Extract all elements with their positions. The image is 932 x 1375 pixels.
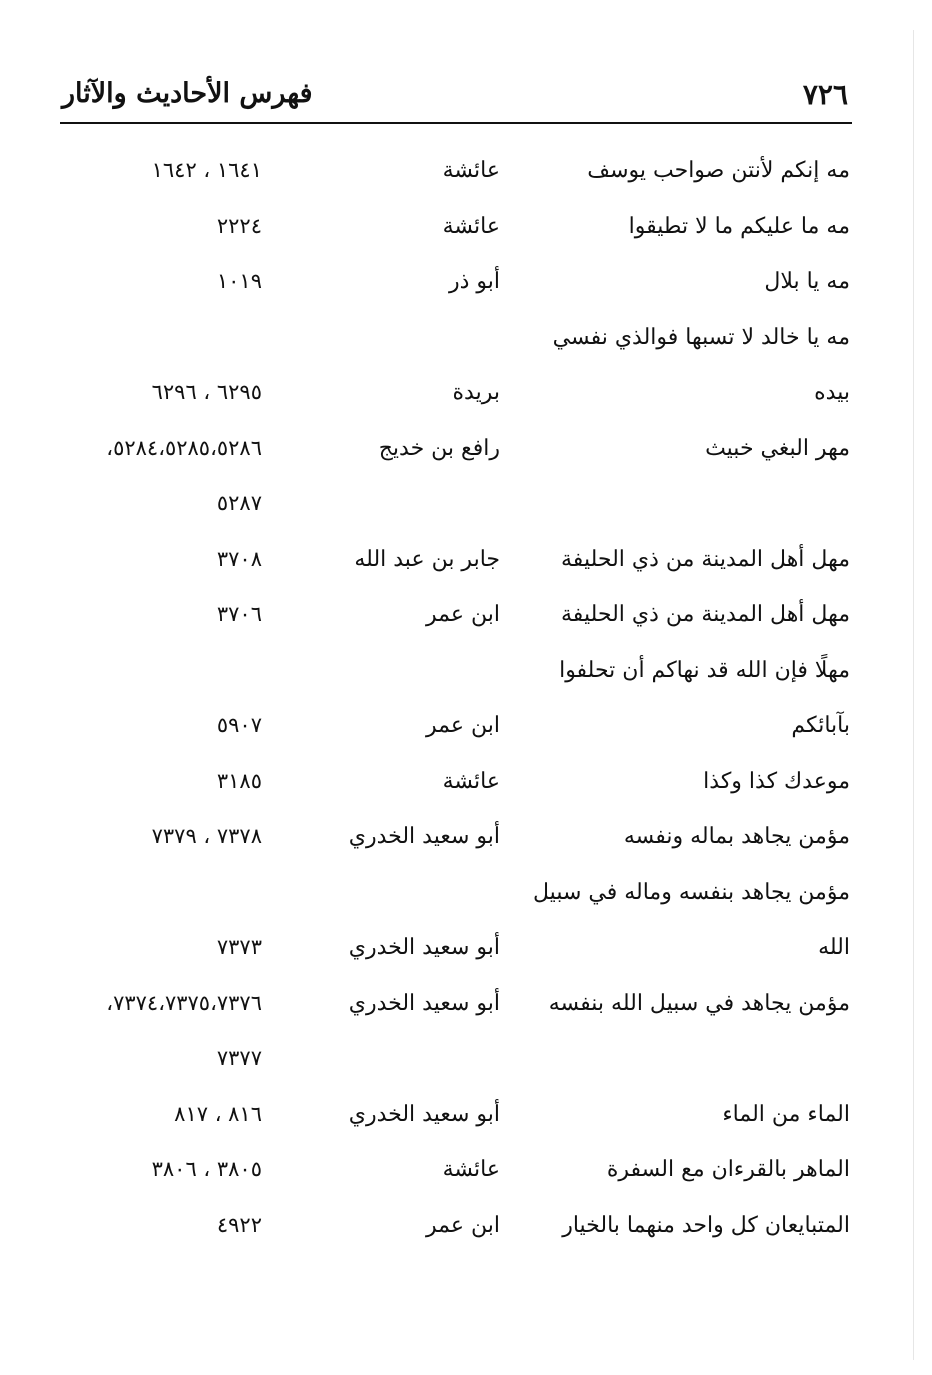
narrator: ابن عمر: [426, 602, 500, 627]
hadith-refs: ٨١٦ ، ٨١٧: [174, 1101, 262, 1126]
index-row: [0, 481, 932, 537]
hadith-refs: ٥٩٠٧: [216, 713, 262, 737]
index-row: [0, 259, 932, 315]
hadith-refs: ١٠١٩: [216, 269, 262, 293]
hadith-text: مهلًا فإن الله قد نهاكم أن تحلفوا: [559, 657, 850, 683]
hadith-text: الماهر بالقرءان مع السفرة: [606, 1157, 850, 1182]
index-row: [0, 648, 932, 704]
hadith-text: مه إنكم لأنتن صواحب يوسف: [587, 158, 850, 183]
narrator: عائشة: [442, 1157, 500, 1182]
narrator: عائشة: [442, 768, 500, 794]
hadith-text: بيده: [814, 380, 850, 405]
narrator: أبو سعيد الخدري: [348, 990, 500, 1016]
hadith-refs: ٧٣٧٣: [216, 935, 262, 959]
narrator: أبو سعيد الخدري: [348, 935, 500, 960]
hadith-refs: ٣٨٠٥ ، ٣٨٠٦: [151, 1157, 262, 1181]
page-edge-line: [913, 30, 914, 1360]
index-row: [0, 370, 932, 426]
narrator: جابر بن عبد الله: [354, 546, 500, 572]
hadith-text: مهل أهل المدينة من ذي الحليفة: [561, 546, 850, 572]
hadith-text: مؤمن يجاهد بنفسه وماله في سبيل: [533, 879, 850, 905]
hadith-text: الله: [818, 935, 850, 960]
narrator: أبو ذر: [448, 269, 500, 294]
index-row: [0, 1092, 932, 1148]
index-row: [0, 814, 932, 870]
hadith-refs: ٥٢٨٤،٥٢٨٥،٥٢٨٦،: [106, 435, 262, 460]
index-row: [0, 148, 932, 204]
hadith-refs: ٤٩٢٢: [216, 1212, 262, 1237]
index-row: [0, 204, 932, 260]
hadith-refs: ٧٣٧٧: [216, 1046, 262, 1070]
hadith-text: مؤمن يجاهد في سبيل الله بنفسه: [548, 990, 850, 1016]
index-row: [0, 759, 932, 815]
page-header: [60, 72, 852, 124]
narrator: عائشة: [442, 158, 500, 183]
hadith-refs: ٧٣٧٤،٧٣٧٥،٧٣٧٦،: [106, 990, 262, 1015]
narrator: أبو سعيد الخدري: [348, 824, 500, 849]
page-number: ٧٢٦: [802, 78, 848, 111]
narrator: أبو سعيد الخدري: [348, 1101, 500, 1127]
hadith-refs: ٣١٨٥: [216, 768, 262, 793]
hadith-text: الماء من الماء: [722, 1101, 850, 1127]
index-row: [0, 592, 932, 648]
hadith-refs: ٧٣٧٨ ، ٧٣٧٩: [151, 824, 262, 848]
narrator: عائشة: [442, 213, 500, 239]
hadith-text: مهر البغي خبيث: [705, 435, 850, 461]
hadith-index-list: [0, 148, 932, 1258]
index-row: [0, 925, 932, 981]
narrator: رافع بن خديج: [378, 435, 500, 461]
hadith-refs: ٥٢٨٧: [216, 491, 262, 515]
index-row: [0, 426, 932, 482]
index-row: [0, 870, 932, 926]
hadith-refs: ١٦٤١ ، ١٦٤٢: [151, 158, 262, 182]
index-row: [0, 537, 932, 593]
index-row: [0, 315, 932, 371]
hadith-text: مؤمن يجاهد بماله ونفسه: [623, 824, 850, 849]
index-row: [0, 1147, 932, 1203]
hadith-text: مه ما عليكم ما لا تطيقوا: [628, 213, 850, 239]
index-row: [0, 1203, 932, 1259]
hadith-refs: ٦٢٩٥ ، ٦٢٩٦: [151, 380, 262, 404]
hadith-text: بآبائكم: [791, 713, 850, 738]
index-row: [0, 703, 932, 759]
hadith-refs: ٣٧٠٦: [216, 602, 262, 626]
page-title: فهرس الأحاديث والآثار: [62, 78, 313, 109]
hadith-refs: ٢٢٢٤: [216, 213, 262, 238]
narrator: ابن عمر: [426, 1212, 500, 1238]
hadith-text: موعدك كذا وكذا: [703, 768, 850, 794]
narrator: ابن عمر: [426, 713, 500, 738]
index-row: [0, 981, 932, 1037]
hadith-refs: ٣٧٠٨: [216, 546, 262, 571]
hadith-text: مهل أهل المدينة من ذي الحليفة: [561, 602, 850, 627]
hadith-text: مه يا خالد لا تسبها فوالذي نفسي: [552, 324, 850, 350]
narrator: بريدة: [452, 380, 500, 405]
index-row: [0, 1036, 932, 1092]
hadith-text: المتبايعان كل واحد منهما بالخيار: [562, 1212, 850, 1238]
hadith-text: مه يا بلال: [764, 269, 850, 294]
